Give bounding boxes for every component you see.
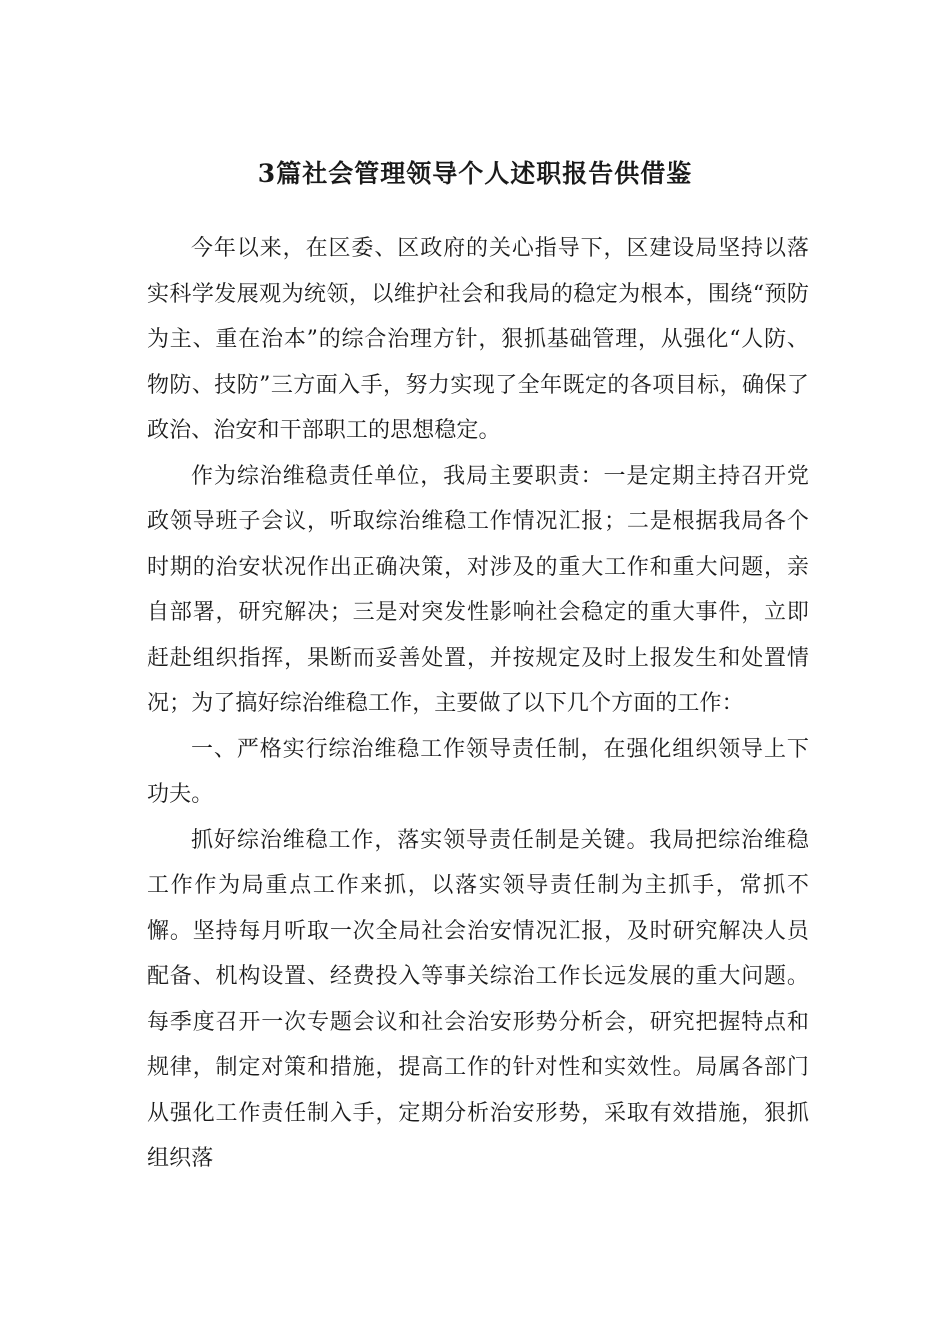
paragraph-2: 作为综治维稳责任单位，我局主要职责：一是定期主持召开党政领导班子会议，听取综治维稳工作情况汇报；二是根据我局各个时期的治安状况作出正确决策，对涉及的重大工作和重大问题，亲自部署，研究解决；三是对突发性影响社会稳定的重大事件，立即赶赴组织指挥，果断而妥善处置，并按规定及时上报发生和处置情况；为了搞好综治维稳工作，主要做了以下几个方面的工作： (147, 463, 809, 716)
paragraph-1: 今年以来，在区委、区政府的关心指导下，区建设局坚持以落实科学发展观为统领，以维护社会和我局的稳定为根本，围绕“预防为主、重在治本”的综合治理方针，狠抓基础管理，从强化“人防、物防、技防”三方面入手，努力实现了全年既定的各项目标，确保了政治、治安和干部职工的思想稳定。 (147, 236, 809, 443)
document-title: 3篇社会管理领导个人述职报告供借鉴 (257, 159, 693, 188)
document-body (147, 226, 809, 1182)
paragraph-3: 一、严格实行综治维稳工作领导责任制，在强化组织领导上下功夫。 (147, 736, 809, 807)
paragraph-4: 抓好综治维稳工作，落实领导责任制是关键。我局把综治维稳工作作为局重点工作来抓，以落实领导责任制为主抓手，常抓不懈。坚持每月听取一次全局社会治安情况汇报，及时研究解决人员配备、机构设置、经费投入等事关综治工作长远发展的重大问题。每季度召开一次专题会议和社会治安形势分析会，研究把握特点和规律，制定对策和措施，提高工作的针对性和实效性。局属各部门从强化工作责任制入手，定期分析治安形势，采取有效措施，狠抓组织落 (147, 827, 809, 1171)
